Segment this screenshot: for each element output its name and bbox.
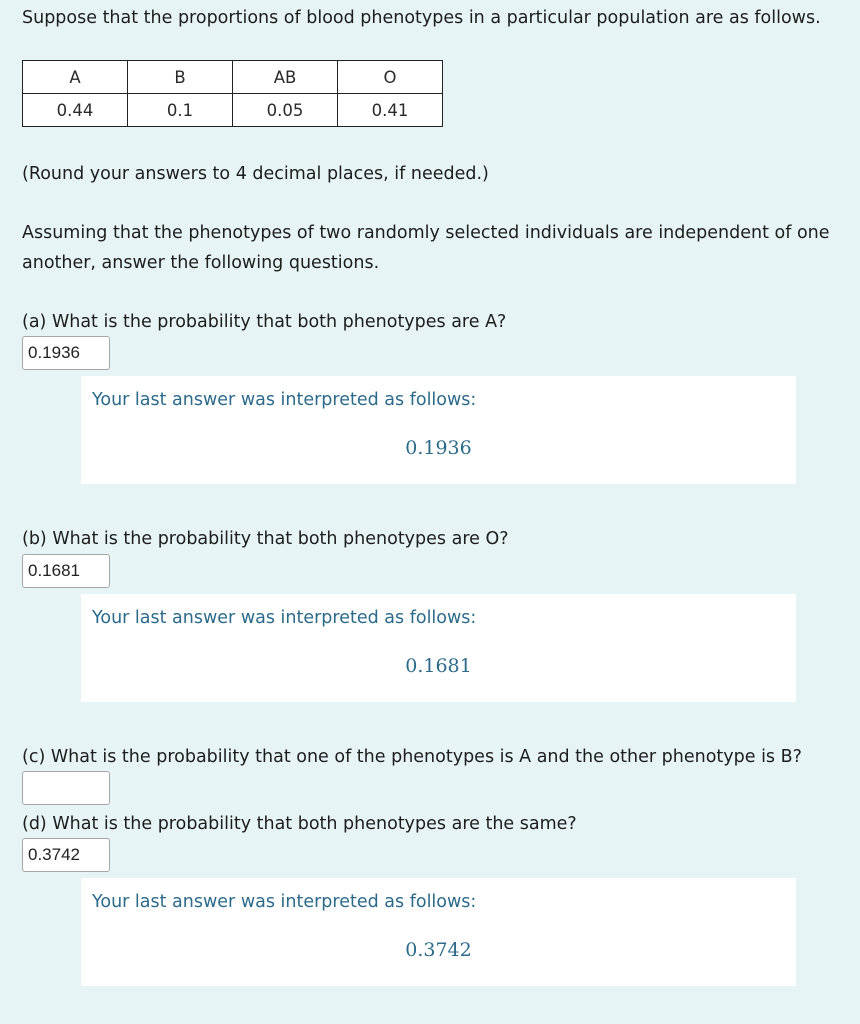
value-cell-a: 0.44 bbox=[23, 94, 128, 127]
question-a-feedback-label: Your last answer was interpreted as follows: bbox=[92, 390, 477, 410]
assumption-text: Assuming that the phenotypes of two randomly selected individuals are independent of one another, answer the following questions. bbox=[22, 223, 830, 273]
question-c-answer-input[interactable] bbox=[22, 771, 110, 805]
problem-intro: Suppose that the proportions of blood phenotypes in a particular population are as follows. bbox=[22, 8, 821, 28]
header-cell-ab: AB bbox=[233, 61, 338, 94]
question-b-feedback-value: 0.1681 bbox=[405, 655, 472, 677]
phenotype-table bbox=[22, 60, 443, 127]
rounding-note: (Round your answers to 4 decimal places, if needed.) bbox=[22, 164, 489, 184]
question-d-feedback-label: Your last answer was interpreted as follows: bbox=[92, 892, 477, 912]
header-cell-a: A bbox=[23, 61, 128, 94]
question-c-prompt: (c) What is the probability that one of the phenotypes is A and the other phenotype is B? bbox=[22, 747, 802, 767]
phenotype-value-row bbox=[23, 94, 443, 127]
header-cell-o: O bbox=[338, 61, 443, 94]
question-d-answer-input[interactable] bbox=[22, 838, 110, 872]
question-a-answer-input[interactable] bbox=[22, 336, 110, 370]
question-b-prompt: (b) What is the probability that both phenotypes are O? bbox=[22, 529, 509, 549]
value-cell-b: 0.1 bbox=[128, 94, 233, 127]
question-a-feedback bbox=[81, 376, 796, 484]
phenotype-header-row bbox=[23, 61, 443, 94]
question-b-answer-input[interactable] bbox=[22, 554, 110, 588]
question-a-prompt: (a) What is the probability that both phenotypes are A? bbox=[22, 312, 507, 332]
question-b-feedback bbox=[81, 594, 796, 702]
question-d-feedback-value: 0.3742 bbox=[405, 939, 472, 961]
value-cell-ab: 0.05 bbox=[233, 94, 338, 127]
question-b-feedback-label: Your last answer was interpreted as follows: bbox=[92, 608, 477, 628]
header-cell-b: B bbox=[128, 61, 233, 94]
value-cell-o: 0.41 bbox=[338, 94, 443, 127]
question-a-feedback-value: 0.1936 bbox=[405, 437, 472, 459]
question-d-prompt: (d) What is the probability that both phenotypes are the same? bbox=[22, 814, 577, 834]
question-d-feedback bbox=[81, 878, 796, 986]
